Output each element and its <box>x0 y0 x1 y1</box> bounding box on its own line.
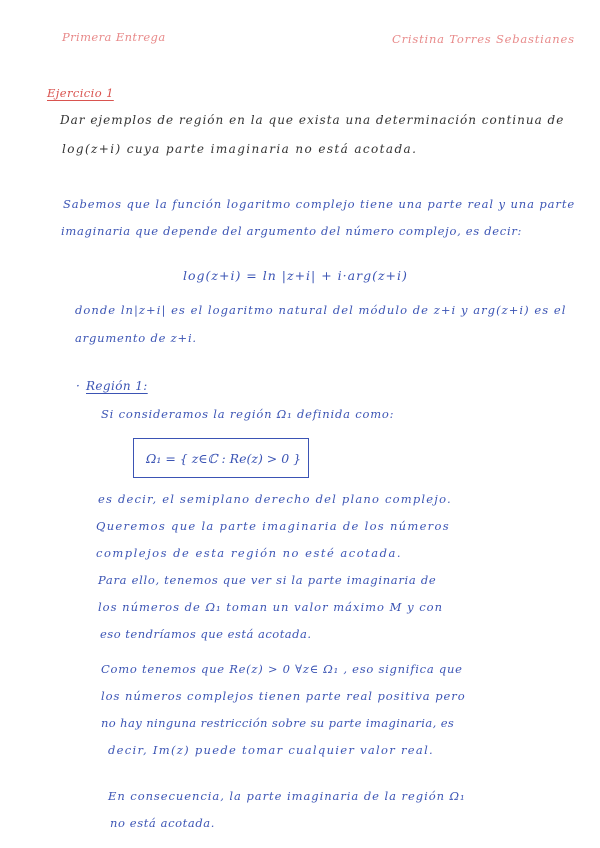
region-body-7: Como tenemos que Re(z) > 0 ∀z∈ Ω₁ , eso significa que <box>101 662 463 676</box>
header-left: Primera Entrega <box>62 30 166 44</box>
prompt-line-1: Dar ejemplos de región en la que exista una determinación continua de <box>60 113 565 127</box>
region-body-11: En consecuencia, la parte imaginaria de la región Ω₁ <box>108 789 466 803</box>
region-definition: Si consideramos la región Ω₁ definida como: <box>101 407 395 421</box>
prompt-line-2: log(z+i) cuya parte imaginaria no está acotada. <box>62 142 418 156</box>
region-body-12: no está acotada. <box>110 816 215 830</box>
region-body-3: complejos de esta región no esté acotada. <box>96 546 402 560</box>
region-body-9: no hay ninguna restricción sobre su parte imaginaria, es <box>101 716 455 730</box>
explanation-line-1: donde ln|z+i| es el logaritmo natural del módulo de z+i y arg(z+i) es el <box>75 303 567 317</box>
intro-line-2: imaginaria que depende del argumento del número complejo, es decir: <box>61 224 523 238</box>
region-body-5: los números de Ω₁ toman un valor máximo M y con <box>98 600 443 614</box>
intro-line-1: Sabemos que la función logaritmo complejo tiene una parte real y una parte <box>63 197 576 211</box>
region-body-1: es decir, el semiplano derecho del plano complejo. <box>98 492 452 506</box>
region-body-4: Para ello, tenemos que ver si la parte imaginaria de <box>98 573 437 587</box>
set-definition-box <box>133 438 309 478</box>
region-bullet: · <box>76 379 81 393</box>
region-body-2: Queremos que la parte imaginaria de los números <box>96 519 450 533</box>
region-body-8: los números complejos tienen parte real positiva pero <box>101 689 466 703</box>
header-right: Cristina Torres Sebastianes <box>392 32 575 46</box>
exercise-title: Ejercicio 1 <box>47 86 114 100</box>
log-formula: log(z+i) = ln |z+i| + i·arg(z+i) <box>183 268 408 283</box>
region-heading: Región 1: <box>86 379 148 393</box>
region-body-6: eso tendríamos que está acotada. <box>100 627 312 641</box>
explanation-line-2: argumento de z+i. <box>75 331 197 345</box>
region-body-10: decir, Im(z) puede tomar cualquier valor real. <box>108 743 435 757</box>
set-definition: Ω₁ = { z∈ℂ : Re(z) > 0 } <box>146 451 302 466</box>
